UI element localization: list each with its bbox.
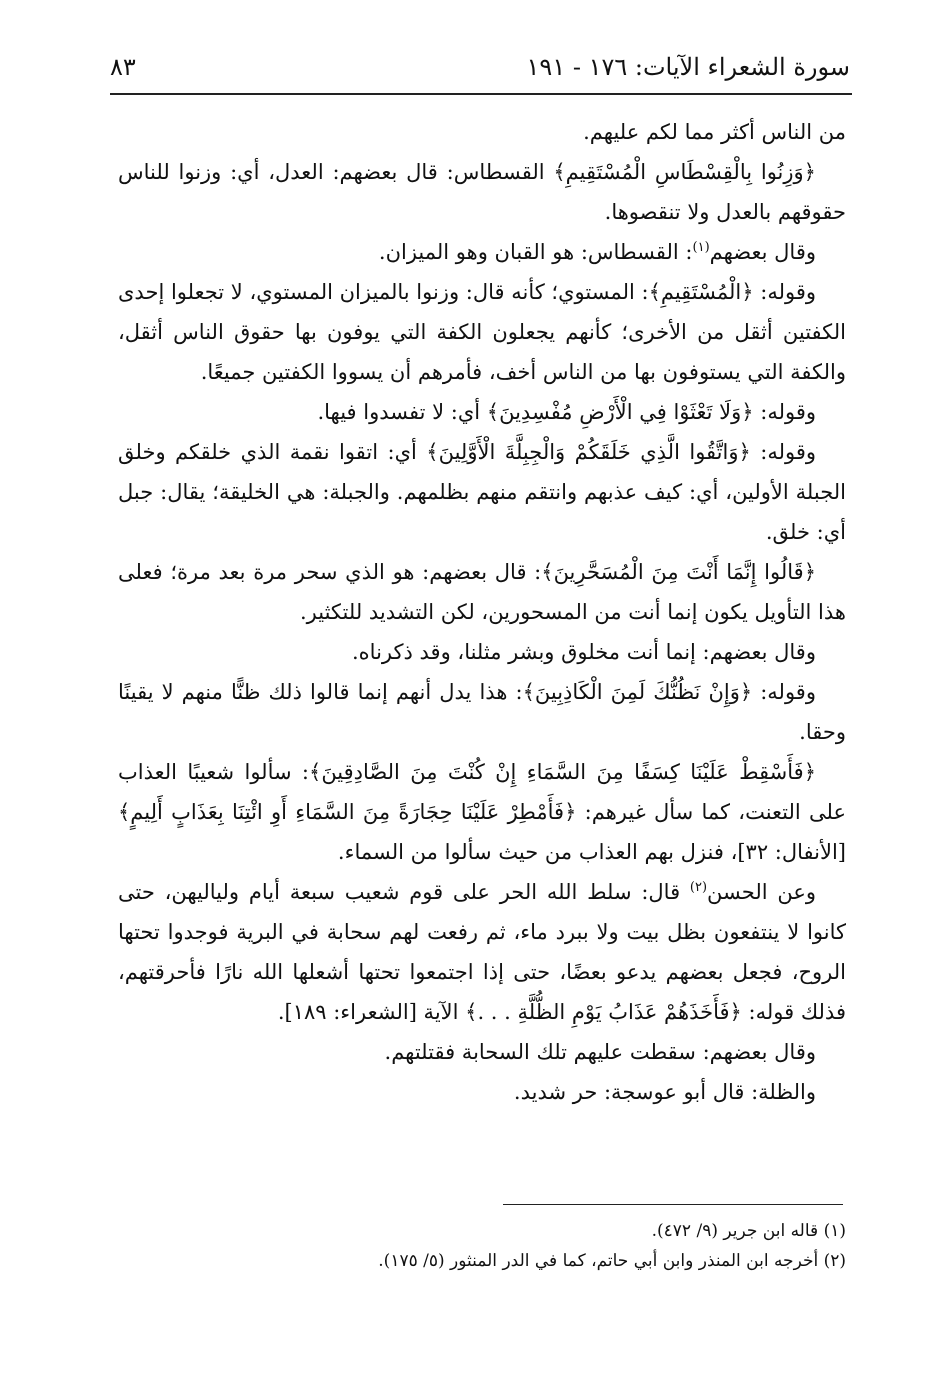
quran-verse: ﴿فَأَسْقِطْ عَلَيْنَا كِسَفًا مِنَ السَّمَاءِ إِنْ كُنْتَ مِنَ الصَّادِقِينَ﴾ bbox=[309, 760, 816, 784]
quran-verse: ﴿فَأَمْطِرْ عَلَيْنَا حِجَارَةً مِنَ السَّمَاءِ أَوِ ائْتِنَا بِعَذَابٍ أَلِيمٍ﴾ bbox=[118, 800, 577, 824]
quran-verse: ﴿وَلَا تَعْثَوْا فِي الْأَرْضِ مُفْسِدِينَ﴾ bbox=[486, 400, 754, 424]
main-text bbox=[118, 112, 846, 1112]
footnote-rule bbox=[503, 1204, 843, 1205]
footnotes bbox=[118, 1216, 846, 1276]
quran-verse: ﴿وَإِنْ نَظُنُّكَ لَمِنَ الْكَاذِبِينَ﴾ bbox=[522, 680, 753, 704]
header-rule bbox=[110, 93, 852, 95]
paragraph: وقوله: ﴿وَإِنْ نَظُنُّكَ لَمِنَ الْكَاذِبِينَ﴾: هذا يدل أنهم إنما قالوا ذلك ظنًّا منهم لا يقينًا وحقا. bbox=[118, 680, 846, 744]
quran-verse: ﴿فَأَخَذَهُمْ عَذَابُ يَوْمِ الظُّلَّةِ . . .﴾ bbox=[465, 1000, 742, 1024]
paragraph: وقال بعضهم: سقطت عليهم تلك السحابة فقتلتهم. bbox=[384, 1040, 816, 1064]
footnote: (١) قاله ابن جرير (٩/ ٤٧٢). bbox=[651, 1221, 846, 1241]
paragraph: وقوله: ﴿الْمُسْتَقِيمِ﴾: المستوي؛ كأنه قال: وزنوا بالميزان المستوي، لا تجعلوا إحدى الكفتين أثقل من الأخرى؛ كأنهم يجعلون الكفة التي يوفون بها حقوق الناس أثقل، والكفة التي يستوفون بها من الناس أخف، فأمرهم أن يسووا الكفتين جميعًا. bbox=[118, 280, 846, 384]
quran-verse: ﴿وَاتَّقُوا الَّذِي خَلَقَكُمْ وَالْجِبِلَّةَ الْأَوَّلِينَ﴾ bbox=[426, 440, 751, 464]
footnote-ref: (١) bbox=[692, 240, 710, 255]
paragraph: والظلة: قال أبو عوسجة: حر شديد. bbox=[513, 1080, 816, 1104]
paragraph: وقال بعضهم$^{(١)}$: القسطاس: هو القبان وهو الميزان. bbox=[378, 240, 816, 264]
paragraph: ﴿فَأَسْقِطْ عَلَيْنَا كِسَفًا مِنَ السَّمَاءِ إِنْ كُنْتَ مِنَ الصَّادِقِينَ﴾: سألوا شعيبًا العذاب على التعنت، كما سأل غيرهم: ﴿فَأَمْطِرْ عَلَيْنَا حِجَارَةً مِنَ السَّمَاءِ أَوِ ائْتِنَا بِعَذَابٍ أَلِيمٍ﴾ [الأنفال: ٣٢]، فنزل بهم العذاب من حيث سألوا من السماء. bbox=[118, 760, 846, 864]
page-header bbox=[110, 44, 850, 92]
paragraph: وقوله: ﴿وَلَا تَعْثَوْا فِي الْأَرْضِ مُفْسِدِينَ﴾ أي: لا تفسدوا فيها. bbox=[317, 400, 816, 424]
footnote-ref: (٢) bbox=[689, 880, 708, 895]
paragraph: من الناس أكثر مما لكم عليهم. bbox=[583, 120, 846, 144]
paragraph: ﴿قَالُوا إِنَّمَا أَنْتَ مِنَ الْمُسَحَّرِينَ﴾: قال بعضهم: هو الذي سحر مرة بعد مرة؛ فعلى هذا التأويل يكون إنما أنت من المسحورين، لكن التشديد للتكثير. bbox=[118, 560, 846, 624]
quran-verse: ﴿قَالُوا إِنَّمَا أَنْتَ مِنَ الْمُسَحَّرِينَ﴾ bbox=[541, 560, 816, 584]
paragraph: ﴿وَزِنُوا بِالْقِسْطَاسِ الْمُسْتَقِيمِ﴾ القسطاس: قال بعضهم: العدل، أي: وزنوا للناس حقوقهم بالعدل ولا تنقصوها. bbox=[118, 160, 846, 224]
page-number: ٨٣ bbox=[110, 53, 136, 81]
running-title: سورة الشعراء الآيات: ١٧٦ - ١٩١ bbox=[526, 53, 850, 81]
paragraph: وعن الحسن$^{(٢)}$ قال: سلط الله الحر على قوم شعيب سبعة أيام ولياليهن، حتى كانوا لا ينتفعون بظل بيت ولا ببرد ماء، ثم رفعت لهم سحابة في البرية فوجدوا تحتها الروح، فجعل بعضهم يدعو بعضًا، حتى إذا اجتمعوا تحتها أشعلها الله نارًا فأحرقتهم، فذلك قوله: ﴿فَأَخَذَهُمْ عَذَابُ يَوْمِ الظُّلَّةِ . . .﴾ الآية [الشعراء: ١٨٩]. bbox=[118, 880, 846, 1024]
quran-verse: ﴿وَزِنُوا بِالْقِسْطَاسِ الْمُسْتَقِيمِ﴾ bbox=[553, 160, 816, 184]
paragraph: وقال بعضهم: إنما أنت مخلوق وبشر مثلنا، وقد ذكرناه. bbox=[352, 640, 816, 664]
quran-verse: ﴿الْمُسْتَقِيمِ﴾ bbox=[648, 280, 754, 304]
footnote: (٢) أخرجه ابن المنذر وابن أبي حاتم، كما في الدر المنثور (٥/ ١٧٥). bbox=[378, 1251, 846, 1271]
paragraph: وقوله: ﴿وَاتَّقُوا الَّذِي خَلَقَكُمْ وَالْجِبِلَّةَ الْأَوَّلِينَ﴾ أي: اتقوا نقمة الذي خلقكم وخلق الجبلة الأولين، أي: كيف عذبهم وانتقم منهم بظلمهم. والجبلة: هي الخليقة؛ يقال: جبل أي: خلق. bbox=[118, 440, 846, 544]
